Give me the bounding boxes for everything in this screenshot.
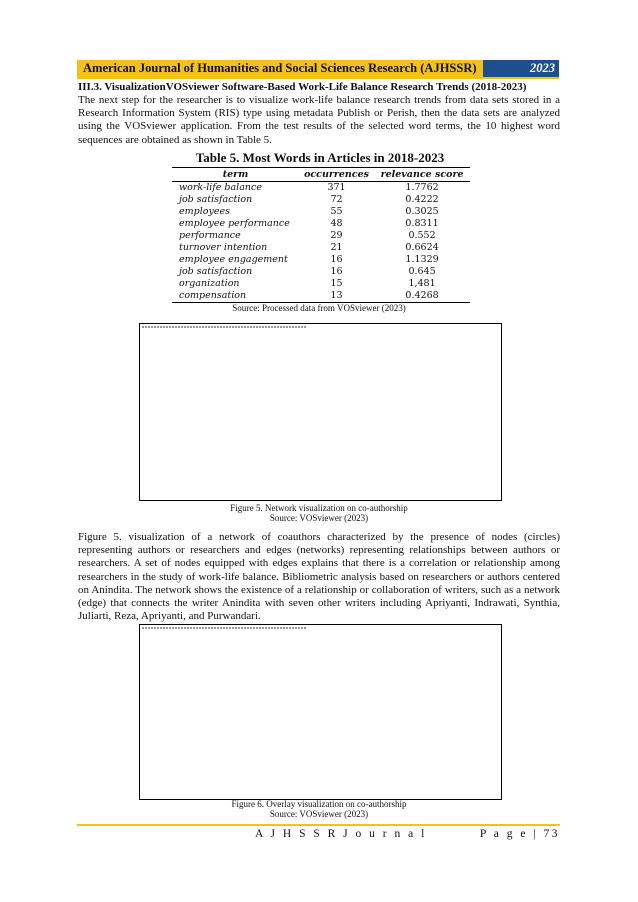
term-cell: job satisfaction [179, 194, 253, 205]
intro-paragraph: The next step for the researcher is to visualize work-life balance research trends from data sets stored in a Research Information System (RIS) type using metadata Publish or Perish, then the data sets are analyzed using the VOSviewer application. From the test results of the selected word terms, the 10 highest word sequences are obtained as shown in Table 5. [78, 94, 560, 146]
relevance-cell: 0.3025 [405, 206, 439, 217]
table-row [172, 266, 470, 278]
figure-6-placeholder-strip [142, 627, 307, 629]
figure-5-source: Source: VOSviewer (2023) [269, 513, 369, 523]
most-words-table [172, 167, 470, 303]
relevance-cell: 0.552 [408, 230, 436, 241]
occurrences-cell: 16 [330, 254, 343, 265]
figure-5-image [139, 323, 502, 501]
column-header-occurrences: occurrences [299, 168, 374, 182]
term-cell: performance [179, 230, 241, 241]
term-cell: compensation [172, 290, 299, 303]
relevance-cell: 1.7762 [405, 182, 439, 193]
relevance-cell: 0.4222 [405, 194, 439, 205]
term-cell: employee performance [179, 218, 290, 229]
column-header-term: term [172, 168, 299, 182]
occurrences-cell: 15 [330, 278, 343, 289]
occurrences-cell: 55 [330, 206, 343, 217]
table-header-row [172, 168, 470, 182]
relevance-cell: 0.645 [408, 266, 436, 277]
table-row [172, 290, 470, 303]
table-row [172, 218, 470, 230]
term-cell: turnover intention [179, 242, 268, 253]
figure-6-caption: Figure 6. Overlay visualization on co-authorship [231, 799, 407, 809]
relevance-cell: 0.8311 [405, 218, 439, 229]
occurrences-cell: 72 [330, 194, 343, 205]
journal-year: 2023 [483, 60, 559, 77]
table-row [172, 242, 470, 254]
footer-divider [77, 824, 560, 826]
footer-journal: A J H S S R J o u r n a l [255, 828, 427, 840]
occurrences-cell: 21 [330, 242, 343, 253]
table-title: Table 5. Most Words in Articles in 2018-2023 [195, 150, 445, 165]
figure-6-image [139, 624, 502, 800]
column-header-relevance: relevance score [374, 168, 470, 182]
section-heading: III.3. VisualizationVOSviewer Software-Based Work-Life Balance Research Trends (2018-2023) [78, 81, 527, 93]
table-row [172, 278, 470, 290]
page-number: P a g e | 73 [479, 828, 560, 840]
journal-header [77, 60, 559, 77]
table-row [172, 230, 470, 242]
relevance-cell: 1,481 [408, 278, 436, 289]
occurrences-cell: 29 [330, 230, 343, 241]
table-row [172, 206, 470, 218]
coauthor-paragraph: Figure 5. visualization of a network of coauthors characterized by the presence of nodes (circles) representing authors or researchers and edges (networks) representing relationships between authors or researchers. A set of nodes equipped with edges explains that there is a correlation or relationship among researchers in the study of work-life balance. Bibliometric analysis based on researchers or authors centered on Anindita. The network shows the existence of a relationship or collaboration of writers, such as a network (edge) that connects the writer Anindita with seven other writers including Apriyanti, Indrawati, Synthia, Juliarti, Reza, Apriyanti, and Purwandari. [78, 531, 560, 623]
occurrences-cell: 371 [327, 182, 346, 193]
figure-6-source: Source: VOSviewer (2023) [269, 809, 369, 819]
occurrences-cell: 48 [330, 218, 343, 229]
occurrences-cell: 16 [330, 266, 343, 277]
occurrences-cell: 13 [299, 290, 374, 303]
table-row [172, 194, 470, 206]
term-cell: employees [179, 206, 230, 217]
term-cell: employee engagement [179, 254, 288, 265]
journal-title: American Journal of Humanities and Social Sciences Research (AJHSSR) [77, 60, 483, 77]
relevance-cell: 0.4268 [374, 290, 470, 303]
header-divider [77, 77, 559, 79]
term-cell: organization [179, 278, 240, 289]
figure-5-placeholder-strip [142, 326, 307, 328]
figure-5-caption: Figure 5. Network visualization on co-authorship [230, 503, 408, 513]
table-source: Source: Processed data from VOSviewer (2023) [232, 303, 406, 313]
relevance-cell: 1.1329 [405, 254, 439, 265]
term-cell: work-life balance [179, 182, 262, 193]
term-cell: job satisfaction [179, 266, 253, 277]
table-row [172, 254, 470, 266]
relevance-cell: 0.6624 [405, 242, 439, 253]
table-row [172, 182, 470, 195]
